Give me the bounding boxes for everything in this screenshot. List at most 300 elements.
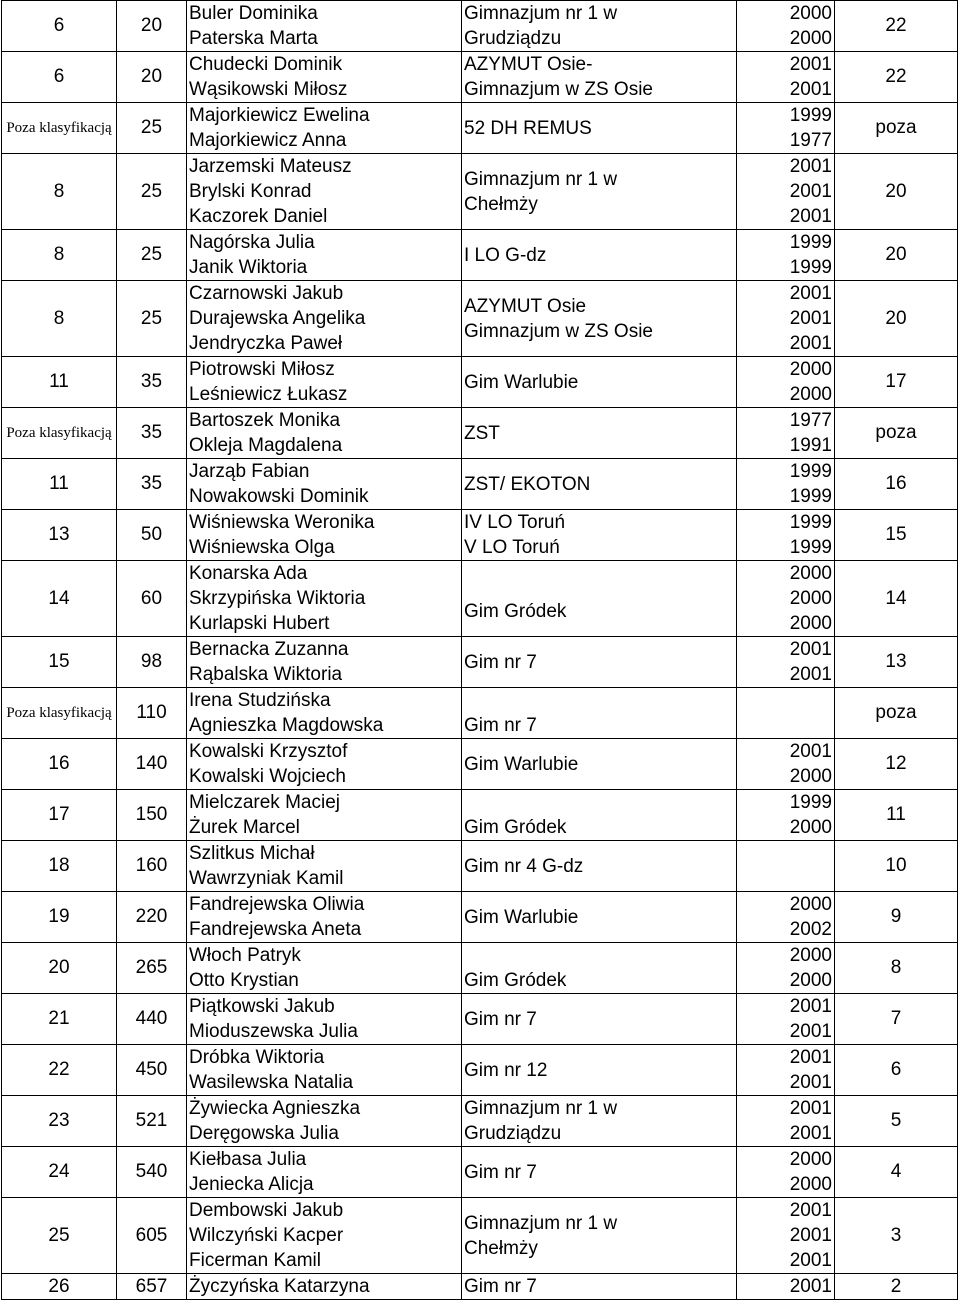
place-value: 18 (48, 855, 70, 876)
points-cell (835, 510, 958, 561)
club-line: V LO Toruń (464, 537, 560, 558)
points-cell (835, 281, 958, 357)
time-cell (117, 892, 187, 943)
place-cell (2, 103, 117, 154)
birth-year: 1999 (789, 486, 832, 507)
birth-year: 1977 (789, 130, 832, 151)
club-line: IV LO Toruń (464, 512, 566, 533)
year-cell (737, 790, 835, 841)
birth-year: 2000 (789, 384, 832, 405)
club-line: AZYMUT Osie (464, 295, 587, 317)
club-line: Gim Gródek (464, 817, 567, 838)
birth-year: 2001 (789, 741, 832, 762)
time-value: 35 (140, 422, 163, 443)
place-value: 19 (48, 906, 70, 927)
participant-name: Dróbka Wiktoria (189, 1047, 325, 1068)
time-cell (117, 408, 187, 459)
club-line: Grudziądzu (464, 28, 562, 49)
club-line (464, 574, 734, 599)
club-line: AZYMUT Osie- (464, 54, 593, 75)
year-cell (737, 281, 835, 357)
club-line: Gimnazjum w ZS Osie (464, 79, 653, 100)
time-cell (117, 1045, 187, 1096)
participant-name: Wawrzyniak Kamil (189, 868, 344, 889)
participant-name: Szlitkus Michał (189, 843, 315, 864)
place-value: 11 (49, 473, 69, 494)
club-cell (462, 510, 737, 561)
birth-year: 2001 (789, 79, 832, 100)
participant-name: Życzyńska Katarzyna (189, 1276, 370, 1297)
participant-name: Fandrejewska Aneta (189, 919, 362, 940)
club-line (464, 790, 734, 815)
birth-year: 1999 (789, 232, 832, 253)
time-value: 20 (140, 66, 163, 87)
birth-year: 2000 (789, 613, 832, 634)
birth-year: 2001 (789, 1047, 832, 1068)
year-cell (737, 357, 835, 408)
year-cell (737, 688, 835, 739)
names-cell (187, 154, 462, 230)
names-cell (187, 561, 462, 637)
club-line: ZST (464, 422, 500, 444)
participant-name: Kiełbasa Julia (189, 1149, 307, 1170)
names-cell (187, 1096, 462, 1147)
time-value: 98 (140, 651, 163, 672)
points-value: 3 (890, 1224, 902, 1246)
table-row (2, 790, 958, 841)
birth-year: 2000 (789, 970, 832, 991)
points-value: 20 (885, 307, 907, 329)
club-line: Gim nr 7 (464, 715, 537, 736)
club-cell (462, 1096, 737, 1147)
participant-name: Ficerman Kamil (189, 1250, 321, 1271)
place-cell (2, 408, 117, 459)
names-cell (187, 281, 462, 357)
time-value: 35 (140, 473, 163, 494)
birth-year: 2001 (789, 206, 832, 227)
club-cell (462, 790, 737, 841)
points-cell (835, 943, 958, 994)
birth-year: 1999 (789, 461, 832, 482)
participant-name: Fandrejewska Oliwia (189, 894, 365, 915)
participant-name: Wilczyński Kacper (189, 1225, 344, 1246)
place-value: 25 (48, 1224, 70, 1246)
club-line: Chełmży (464, 193, 538, 215)
birth-year: 2000 (789, 3, 832, 24)
time-cell (117, 154, 187, 230)
points-value: 16 (885, 473, 907, 494)
participant-name: Wiśniewska Olga (189, 537, 335, 558)
time-cell (117, 561, 187, 637)
time-value: 605 (135, 1224, 168, 1246)
time-value: 160 (135, 855, 168, 876)
birth-year: 2001 (789, 1276, 832, 1297)
birth-year: 2001 (789, 1123, 832, 1144)
place-cell (2, 1147, 117, 1198)
club-cell (462, 103, 737, 154)
participant-name: Jarzemski Mateusz (189, 156, 352, 177)
time-value: 50 (140, 524, 163, 545)
points-value: 22 (885, 66, 907, 87)
club-cell (462, 154, 737, 230)
points-value: 2 (890, 1275, 902, 1297)
place-cell (2, 154, 117, 230)
year-cell (737, 52, 835, 103)
participant-name: Bernacka Zuzanna (189, 639, 349, 660)
points-cell (835, 739, 958, 790)
club-line: Gim Warlubie (464, 371, 579, 393)
points-cell (835, 637, 958, 688)
names-cell (187, 994, 462, 1045)
table-row (2, 52, 958, 103)
birth-year: 2000 (789, 766, 832, 787)
place-cell (2, 1096, 117, 1147)
points-value: 11 (886, 804, 906, 825)
participant-name: Wiśniewska Weronika (189, 512, 375, 533)
club-cell (462, 892, 737, 943)
club-cell (462, 994, 737, 1045)
birth-year: 2000 (789, 945, 832, 966)
place-value: 23 (48, 1110, 70, 1131)
club-line (464, 943, 734, 968)
place-cell (2, 281, 117, 357)
time-value: 35 (140, 371, 163, 392)
birth-year: 2001 (789, 996, 832, 1017)
participant-name: Chudecki Dominik (189, 54, 343, 75)
year-cell (737, 154, 835, 230)
time-cell (117, 1147, 187, 1198)
points-value: 20 (885, 244, 907, 265)
participant-name: Rąbalska Wiktoria (189, 664, 343, 685)
club-line: Gim nr 7 (464, 1008, 537, 1030)
participant-name: Żywiecka Agnieszka (189, 1098, 361, 1119)
points-cell (835, 892, 958, 943)
place-value: 13 (48, 524, 70, 545)
club-line: Gim nr 12 (464, 1059, 548, 1081)
time-cell (117, 790, 187, 841)
year-cell (737, 103, 835, 154)
points-cell (835, 154, 958, 230)
birth-year: 2001 (789, 1200, 832, 1221)
club-cell (462, 1198, 737, 1274)
place-value: 20 (48, 957, 70, 978)
participant-name: Jendryczka Paweł (189, 333, 343, 354)
names-cell (187, 841, 462, 892)
table-row (2, 230, 958, 281)
club-cell (462, 230, 737, 281)
participant-name: Kowalski Wojciech (189, 766, 346, 787)
table-row (2, 1198, 958, 1274)
club-line: Gim Gródek (464, 970, 567, 991)
birth-year: 2002 (789, 919, 832, 940)
table-row (2, 154, 958, 230)
club-line: ZST/ EKOTON (464, 473, 591, 495)
place-value: 15 (48, 651, 70, 672)
points-value: poza (875, 422, 917, 443)
results-table (1, 0, 958, 1300)
club-line: Gim Warlubie (464, 753, 579, 775)
birth-year: 1999 (789, 792, 832, 813)
time-cell (117, 357, 187, 408)
points-value: 7 (890, 1008, 902, 1029)
participant-name: Dembowski Jakub (189, 1200, 344, 1221)
participant-name: Mioduszewska Julia (189, 1021, 358, 1042)
place-cell (2, 1, 117, 52)
year-cell (737, 943, 835, 994)
year-cell (737, 1045, 835, 1096)
time-cell (117, 510, 187, 561)
birth-year: 2001 (789, 156, 832, 177)
participant-name: Kaczorek Daniel (189, 206, 328, 227)
place-cell (2, 943, 117, 994)
club-cell (462, 1, 737, 52)
club-line: Gim Gródek (464, 600, 567, 622)
birth-year: 2001 (789, 1021, 832, 1042)
place-value: Poza klasyfikacją (6, 120, 112, 136)
table-row (2, 637, 958, 688)
names-cell (187, 1, 462, 52)
club-cell (462, 1147, 737, 1198)
participant-name: Majorkiewicz Anna (189, 130, 347, 151)
names-cell (187, 892, 462, 943)
birth-year: 2000 (789, 817, 832, 838)
participant-name: Nagórska Julia (189, 232, 315, 253)
participant-name: Deręgowska Julia (189, 1123, 339, 1144)
year-cell (737, 230, 835, 281)
table-row (2, 841, 958, 892)
birth-year: 2001 (789, 1072, 832, 1093)
year-cell (737, 510, 835, 561)
club-cell (462, 408, 737, 459)
club-cell (462, 52, 737, 103)
club-cell (462, 739, 737, 790)
place-value: 8 (53, 244, 65, 265)
time-cell (117, 943, 187, 994)
place-cell (2, 1045, 117, 1096)
points-value: 22 (885, 15, 907, 36)
points-cell (835, 790, 958, 841)
year-cell (737, 1198, 835, 1274)
birth-year: 2001 (789, 1250, 832, 1271)
participant-name: Kowalski Krzysztof (189, 741, 348, 762)
points-value: poza (875, 702, 917, 723)
time-value: 25 (140, 244, 163, 265)
place-cell (2, 637, 117, 688)
table-row (2, 510, 958, 561)
names-cell (187, 1198, 462, 1274)
time-value: 450 (135, 1059, 168, 1080)
time-value: 25 (140, 117, 163, 138)
participant-name: Bartoszek Monika (189, 410, 341, 431)
place-value: 11 (49, 371, 69, 392)
birth-year: 1991 (789, 435, 832, 456)
place-value: 17 (48, 804, 70, 825)
place-cell (2, 994, 117, 1045)
names-cell (187, 459, 462, 510)
time-value: 220 (135, 906, 168, 927)
time-cell (117, 281, 187, 357)
time-cell (117, 230, 187, 281)
year-cell (737, 637, 835, 688)
year-cell (737, 1096, 835, 1147)
club-cell (462, 459, 737, 510)
place-value: 21 (48, 1008, 70, 1029)
club-cell (462, 281, 737, 357)
time-value: 25 (140, 180, 163, 202)
points-value: 4 (890, 1161, 902, 1182)
time-value: 60 (140, 587, 163, 609)
place-cell (2, 510, 117, 561)
points-cell (835, 561, 958, 637)
points-cell (835, 357, 958, 408)
points-cell (835, 994, 958, 1045)
club-line: Gimnazjum nr 1 w (464, 168, 618, 190)
participant-name: Włoch Patryk (189, 945, 301, 966)
year-cell (737, 841, 835, 892)
table-row (2, 1274, 958, 1300)
time-cell (117, 688, 187, 739)
club-line: Gim nr 7 (464, 1161, 537, 1183)
club-line: Gim nr 7 (464, 1276, 537, 1297)
birth-year: 1999 (789, 512, 832, 533)
place-cell (2, 52, 117, 103)
points-cell (835, 1274, 958, 1300)
place-cell (2, 357, 117, 408)
points-cell (835, 841, 958, 892)
points-value: 15 (885, 524, 907, 545)
place-cell (2, 1198, 117, 1274)
club-cell (462, 561, 737, 637)
time-cell (117, 637, 187, 688)
place-value: Poza klasyfikacją (6, 705, 112, 721)
points-cell (835, 1, 958, 52)
participant-name: Okleja Magdalena (189, 435, 343, 456)
participant-name: Nowakowski Dominik (189, 486, 369, 507)
points-value: 20 (885, 180, 907, 202)
participant-name: Wąsikowski Miłosz (189, 79, 348, 100)
club-line: Gim nr 7 (464, 651, 537, 673)
table-row (2, 1096, 958, 1147)
points-value: 13 (885, 651, 907, 672)
table-row (2, 892, 958, 943)
table-row (2, 561, 958, 637)
birth-year: 1977 (789, 410, 832, 431)
time-cell (117, 1, 187, 52)
participant-name: Otto Krystian (189, 970, 299, 991)
year-cell (737, 892, 835, 943)
table-row (2, 459, 958, 510)
table-row (2, 357, 958, 408)
table-row (2, 1147, 958, 1198)
results-body (2, 1, 958, 1300)
place-cell (2, 790, 117, 841)
table-row (2, 994, 958, 1045)
names-cell (187, 408, 462, 459)
participant-name: Mielczarek Maciej (189, 792, 340, 813)
table-row (2, 1045, 958, 1096)
time-value: 25 (140, 307, 163, 329)
place-value: 6 (53, 15, 65, 36)
points-cell (835, 230, 958, 281)
time-cell (117, 994, 187, 1045)
points-cell (835, 52, 958, 103)
birth-year: 2000 (789, 359, 832, 380)
names-cell (187, 943, 462, 994)
year-cell (737, 561, 835, 637)
points-value: 9 (890, 906, 902, 927)
participant-name: Jarząb Fabian (189, 461, 310, 482)
club-cell (462, 357, 737, 408)
points-cell (835, 408, 958, 459)
birth-year: 1999 (789, 105, 832, 126)
place-cell (2, 459, 117, 510)
time-cell (117, 1274, 187, 1300)
place-value: 8 (53, 180, 65, 202)
participant-name: Piotrowski Miłosz (189, 359, 335, 380)
points-cell (835, 459, 958, 510)
time-cell (117, 1198, 187, 1274)
time-cell (117, 1096, 187, 1147)
participant-name: Durajewska Angelika (189, 308, 366, 329)
club-cell (462, 943, 737, 994)
club-cell (462, 688, 737, 739)
names-cell (187, 1147, 462, 1198)
table-row (2, 1, 958, 52)
table-row (2, 103, 958, 154)
club-line: Grudziądzu (464, 1123, 562, 1144)
points-value: poza (875, 117, 917, 138)
points-value: 6 (890, 1059, 902, 1080)
club-line (464, 688, 734, 713)
time-value: 110 (136, 702, 167, 723)
participant-name: Paterska Marta (189, 28, 318, 49)
birth-year: 2000 (789, 588, 832, 609)
birth-year: 2000 (789, 563, 832, 584)
birth-year: 2001 (789, 1225, 832, 1246)
participant-name: Agnieszka Magdowska (189, 715, 384, 736)
time-cell (117, 103, 187, 154)
table-row (2, 408, 958, 459)
points-value: 12 (885, 753, 907, 774)
place-cell (2, 688, 117, 739)
place-value: 16 (48, 753, 70, 774)
club-line: I LO G-dz (464, 244, 547, 266)
time-value: 150 (135, 804, 168, 825)
participant-name: Wasilewska Natalia (189, 1072, 354, 1093)
place-value: 22 (48, 1059, 70, 1080)
table-row (2, 943, 958, 994)
time-value: 140 (135, 753, 168, 774)
birth-year: 2000 (789, 1149, 832, 1170)
points-value: 14 (885, 587, 907, 609)
place-cell (2, 841, 117, 892)
birth-year: 2001 (789, 308, 832, 329)
birth-year: 2001 (789, 54, 832, 75)
time-cell (117, 52, 187, 103)
place-value: 24 (48, 1161, 70, 1182)
club-line: Gim Warlubie (464, 906, 579, 928)
birth-year: 2000 (789, 894, 832, 915)
time-value: 20 (140, 15, 163, 36)
year-cell (737, 1274, 835, 1300)
names-cell (187, 230, 462, 281)
participant-name: Leśniewicz Łukasz (189, 384, 348, 405)
points-cell (835, 103, 958, 154)
participant-name: Brylski Konrad (189, 181, 312, 202)
names-cell (187, 1045, 462, 1096)
club-line: Gimnazjum nr 1 w (464, 1098, 618, 1119)
participant-name: Żurek Marcel (189, 817, 300, 838)
